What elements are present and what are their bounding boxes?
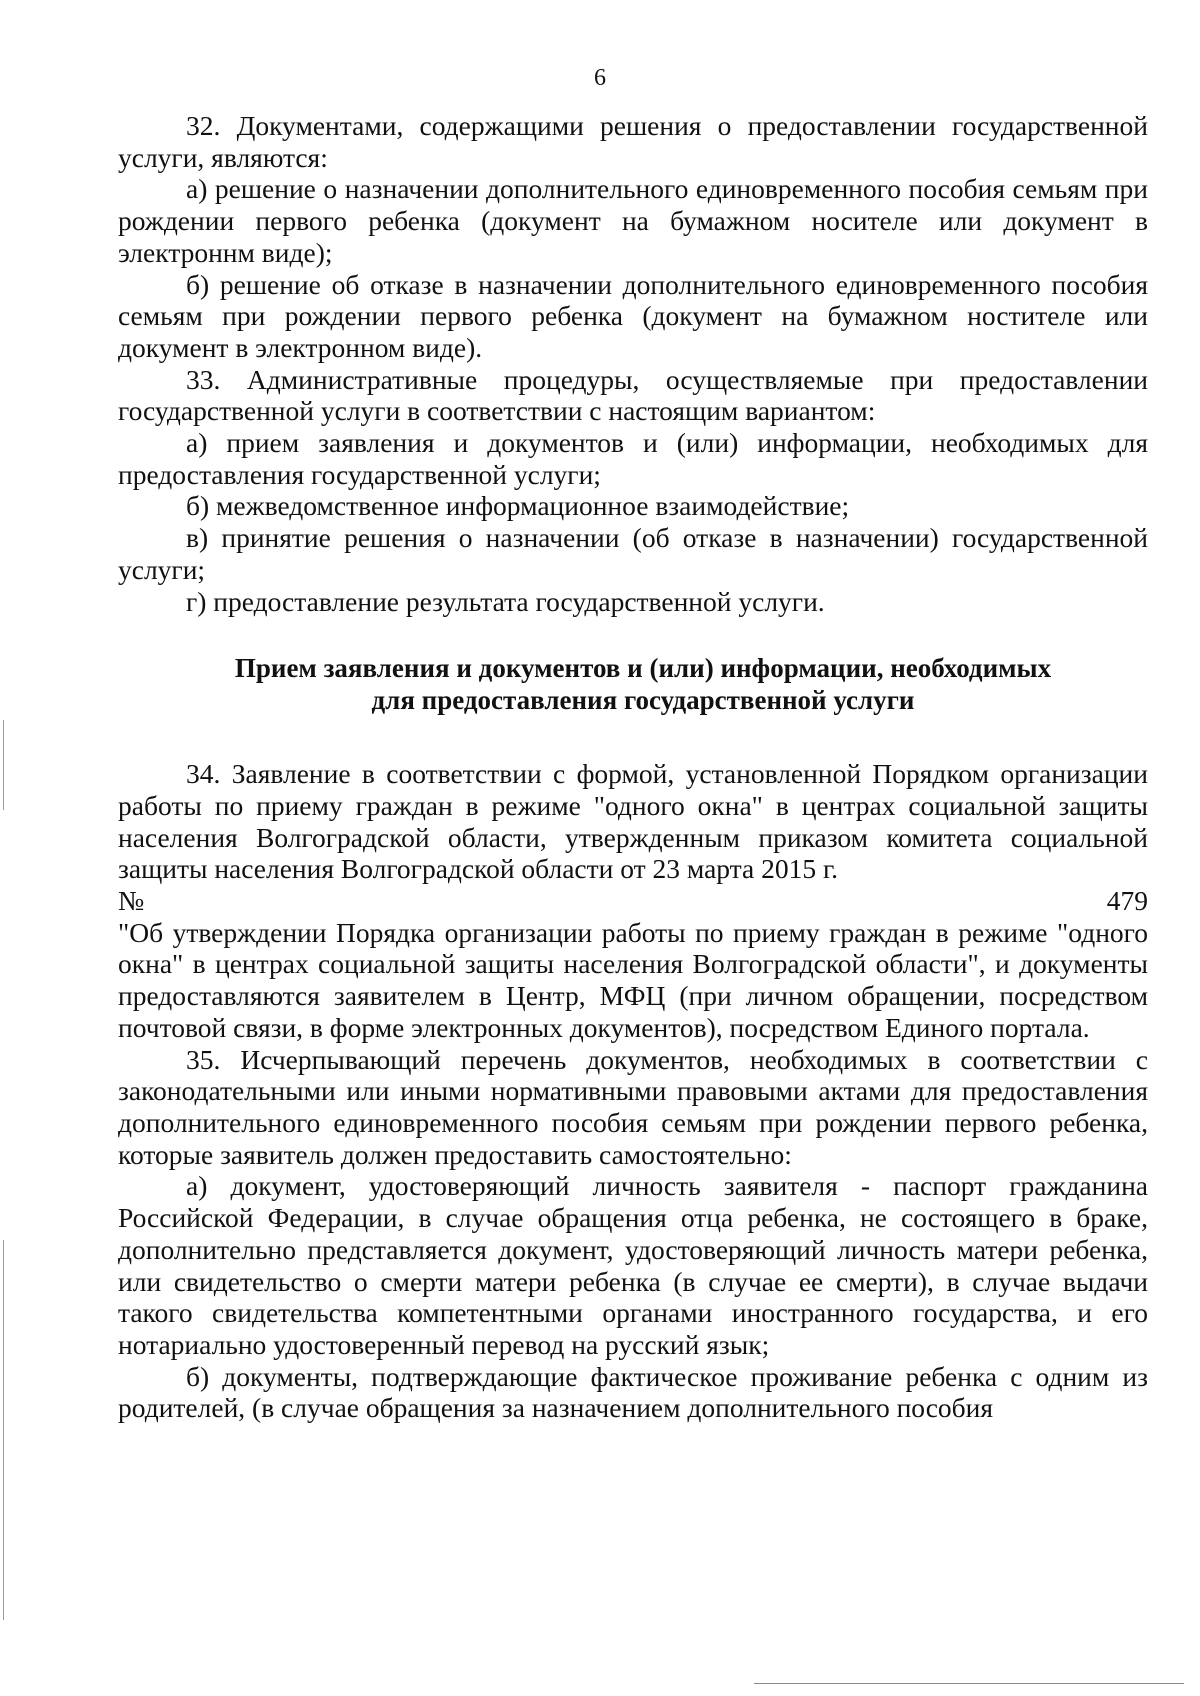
paragraph-35-a: а) документ, удостоверяющий личность заявителя - паспорт гражданина Российской Федерации, в случае обращения отца ребенка, не состоящего в браке, дополнительно представляется документ, удостоверяющий личность матери ребенка, или свидетельство о смерти матери ребенка (в случае ее смерти), в случае выдачи такого свидетельства компетентными органами иностранного государства, и его нотариально удостоверенный перевод на русский язык; xyxy=(118,1170,1148,1360)
paragraph-32: 32. Документами, содержащими решения о предоставлении государственной услуги, являются: xyxy=(118,110,1148,173)
paragraph-33-b: б) межведомственное информационное взаимодействие; xyxy=(186,490,850,522)
paragraph-32-b: б) решение об отказе в назначении дополнительного единовременного пособия семьям при рождении первого ребенка (документ на бумажном ностителе или документ в электронном виде). xyxy=(118,268,1148,363)
scan-margin-line xyxy=(3,1240,4,1620)
paragraph-34-part-2: "Об утверждении Порядка организации работы по приему граждан в режиме "одного окна" в центрах социальной защиты населения Волгоградской области", и документы предоставляются заявителем в Центр, МФЦ (при личном обращении, посредством почтовой связи, в форме электронных документов), посредством Единого портала. xyxy=(118,916,1148,1043)
paragraph-35: 35. Исчерпывающий перечень документов, необходимых в соответствии с законодательными или иными нормативными правовыми актами для предоставления дополнительного единовременного пособия семьям при рождении первого ребенка, которые заявитель должен предоставить самостоятельно: xyxy=(118,1043,1148,1170)
number-sign: № xyxy=(118,885,145,917)
section-gap xyxy=(118,617,1148,652)
paragraph-33: 33. Административные процедуры, осуществляемые при предоставлении государственной услуги в соответствии с настоящим вариантом: xyxy=(118,363,1148,427)
section-heading-line-2: для предоставления государственной услуги xyxy=(371,685,915,716)
scan-footer-rule xyxy=(754,1683,1184,1684)
order-number: 479 xyxy=(1106,885,1148,917)
paragraph-34-part-1: 34. Заявление в соответствии с формой, установленной Порядком организации работы по приему граждан в режиме "одного окна" в центрах социальной защиты населения Волгоградской области, утвержденным приказом комитета социальной защиты населения Волгоградской области от 23 марта 2015 г. xyxy=(118,758,1148,885)
paragraph-32-a: а) решение о назначении дополнительного единовременного пособия семьям при рождении первого ребенка (документ на бумажном носителе или документ в электроннм виде); xyxy=(118,173,1148,268)
paragraph-33-g: г) предоставление результата государственной услуги. xyxy=(186,585,825,617)
page-number: 6 xyxy=(594,65,606,91)
paragraph-33-a: а) прием заявления и документов и (или) информации, необходимых для предоставления государственной услуги; xyxy=(118,427,1148,490)
scan-margin-mark xyxy=(3,720,4,810)
paragraph-34-number-line xyxy=(118,885,1148,917)
document-body xyxy=(118,110,1148,1424)
paragraph-33-v: в) принятие решения о назначении (об отказе в назначении) государственной услуги; xyxy=(118,522,1148,585)
heading-gap xyxy=(118,716,1148,758)
section-heading-line-1: Прием заявления и документов и (или) информации, необходимых xyxy=(234,653,1052,684)
section-heading xyxy=(118,652,1148,716)
paragraph-35-b: б) документы, подтверждающие фактическое проживание ребенка с одним из родителей, (в случае обращения за назначением дополнительного пособия xyxy=(118,1360,1148,1424)
